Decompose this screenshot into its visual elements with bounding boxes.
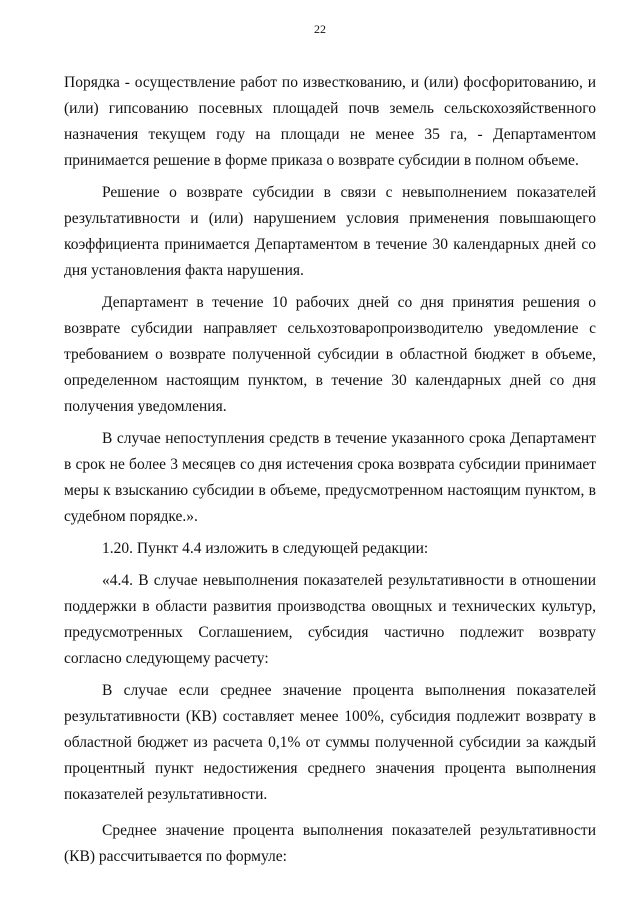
paragraph-continuation: Порядка - осуществление работ по известкованию, и (или) фосфоритованию, и (или) гипсованию посевных площадей почв земель сельскохозяйственного назначения текущем году на площади не менее 35 га, - Департаментом принимается решение в форме приказа о возврате субсидии в полном объеме. xyxy=(64,74,596,169)
paragraph-notification: Департамент в течение 10 рабочих дней со дня принятия решения о возврате субсидии направляет сельхозтоваропроизводителю уведомление с требованием о возврате полученной субсидии в областной бюджет в объеме, определенном настоящим пунктом, в течение 30 календарных дней со дня получения уведомления. xyxy=(64,294,596,415)
paragraph-item-4-4: «4.4. В случае невыполнения показателей результативности в отношении поддержки в области развития производства овощных и технических культур, предусмотренных Соглашением, субсидия частично подлежит возврату согласно следующему расчету: xyxy=(64,572,596,667)
document-body xyxy=(64,70,596,870)
paragraph-item-1-20: 1.20. Пункт 4.4 изложить в следующей редакции: xyxy=(102,540,429,557)
paragraph-kv-condition: В случае если среднее значение процента выполнения показателей результативности (КВ) составляет менее 100%, субсидия подлежит возврату в областной бюджет из расчета 0,1% от суммы полученной субсидии за каждый процентный пункт недостижения среднего значения процента выполнения показателей результативности. xyxy=(64,682,596,803)
paragraph-return-decision: Решение о возврате субсидии в связи с невыполнением показателей результативности и (или) нарушением условия применения повышающего коэффициента принимается Департаментом в течение 30 календарных дней со дня установления факта нарушения. xyxy=(64,184,596,279)
page-number: 22 xyxy=(314,22,326,36)
paragraph-formula-intro: Среднее значение процента выполнения показателей результативности (КВ) рассчитывается по формуле: xyxy=(64,822,596,865)
paragraph-recovery: В случае непоступления средств в течение указанного срока Департамент в срок не более 3 месяцев со дня истечения срока возврата субсидии принимает меры к взысканию субсидии в объеме, предусмотренном настоящим пунктом, в судебном порядке.». xyxy=(64,430,596,525)
